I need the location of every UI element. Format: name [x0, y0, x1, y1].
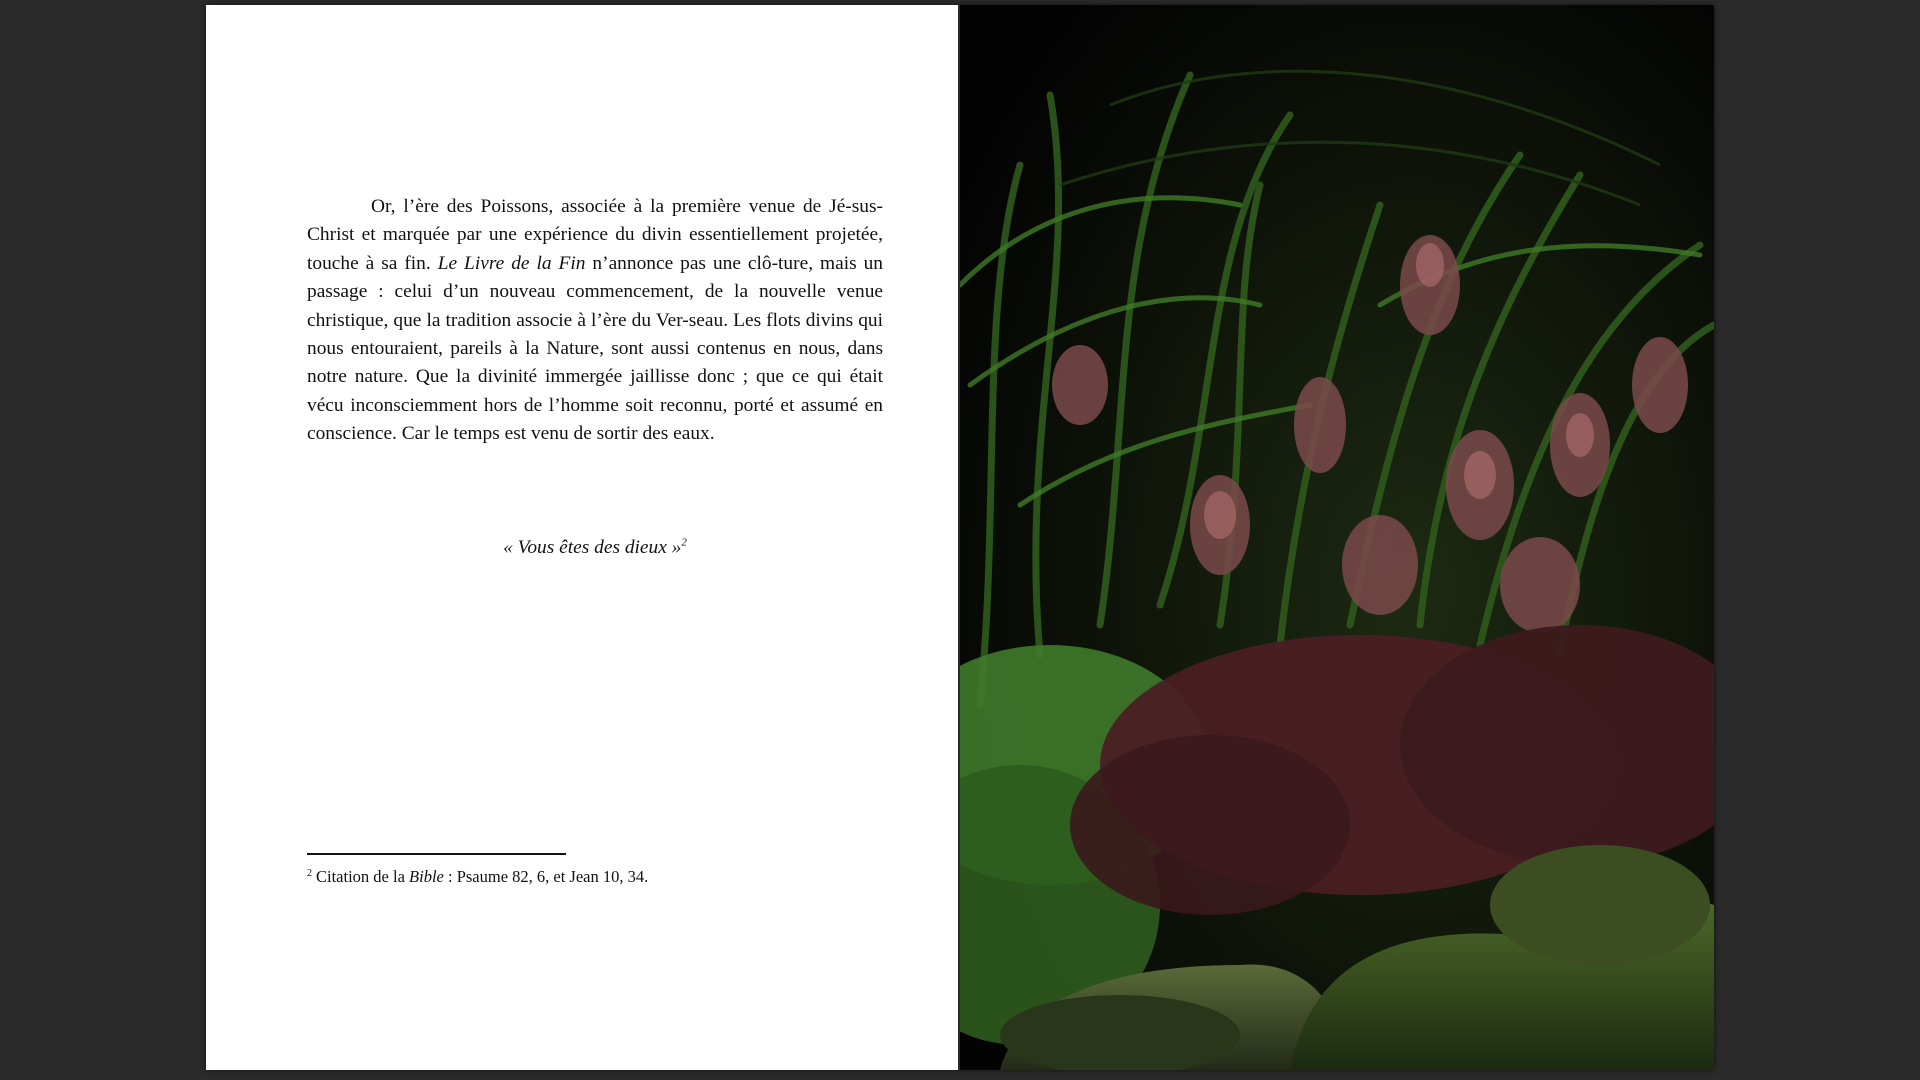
footnote: [307, 867, 883, 887]
left-page: [206, 5, 958, 1070]
footnote-book-title: Bible: [409, 867, 444, 886]
page-spread: [206, 5, 1714, 1070]
footnote-separator: [307, 853, 566, 855]
epigraph-quote: [307, 537, 883, 559]
right-page-photo: [960, 5, 1714, 1070]
aquarium-plants-photo: [960, 5, 1714, 1070]
footnote-reference[interactable]: 2: [681, 536, 687, 549]
body-paragraph: [307, 193, 883, 449]
footnote-prefix: Citation de la: [316, 867, 410, 886]
footnote-number: 2: [307, 867, 312, 879]
paragraph-text-part1: Or, l’ère des Poissons, associée à la première venue de Jé-sus-Christ et marquée par une expérience du divin essentiellement projetée, touche à sa fin.: [307, 196, 883, 274]
footnote-suffix: : Psaume 82, 6, et Jean 10, 34.: [443, 867, 649, 886]
paragraph-text-part2: n’annonce pas une clô-ture, mais un passage : celui d’un nouveau commencement, de la nouvelle venue christique, que la tradition associe à l’ère du Ver-seau. Les flots divins qui nous entouraient, pareils à la Nature, sont aussi contenus en nous, dans notre nature. Que la divinité immergée jaillisse donc ; que ce qui était vécu inconsciemment hors de l’homme soit reconnu, porté et assumé en conscience. Car le temps est venu de sortir des eaux.: [307, 252, 883, 445]
quote-text: « Vous êtes des dieux »: [503, 537, 682, 558]
book-title: Le Livre de la Fin: [437, 252, 586, 274]
